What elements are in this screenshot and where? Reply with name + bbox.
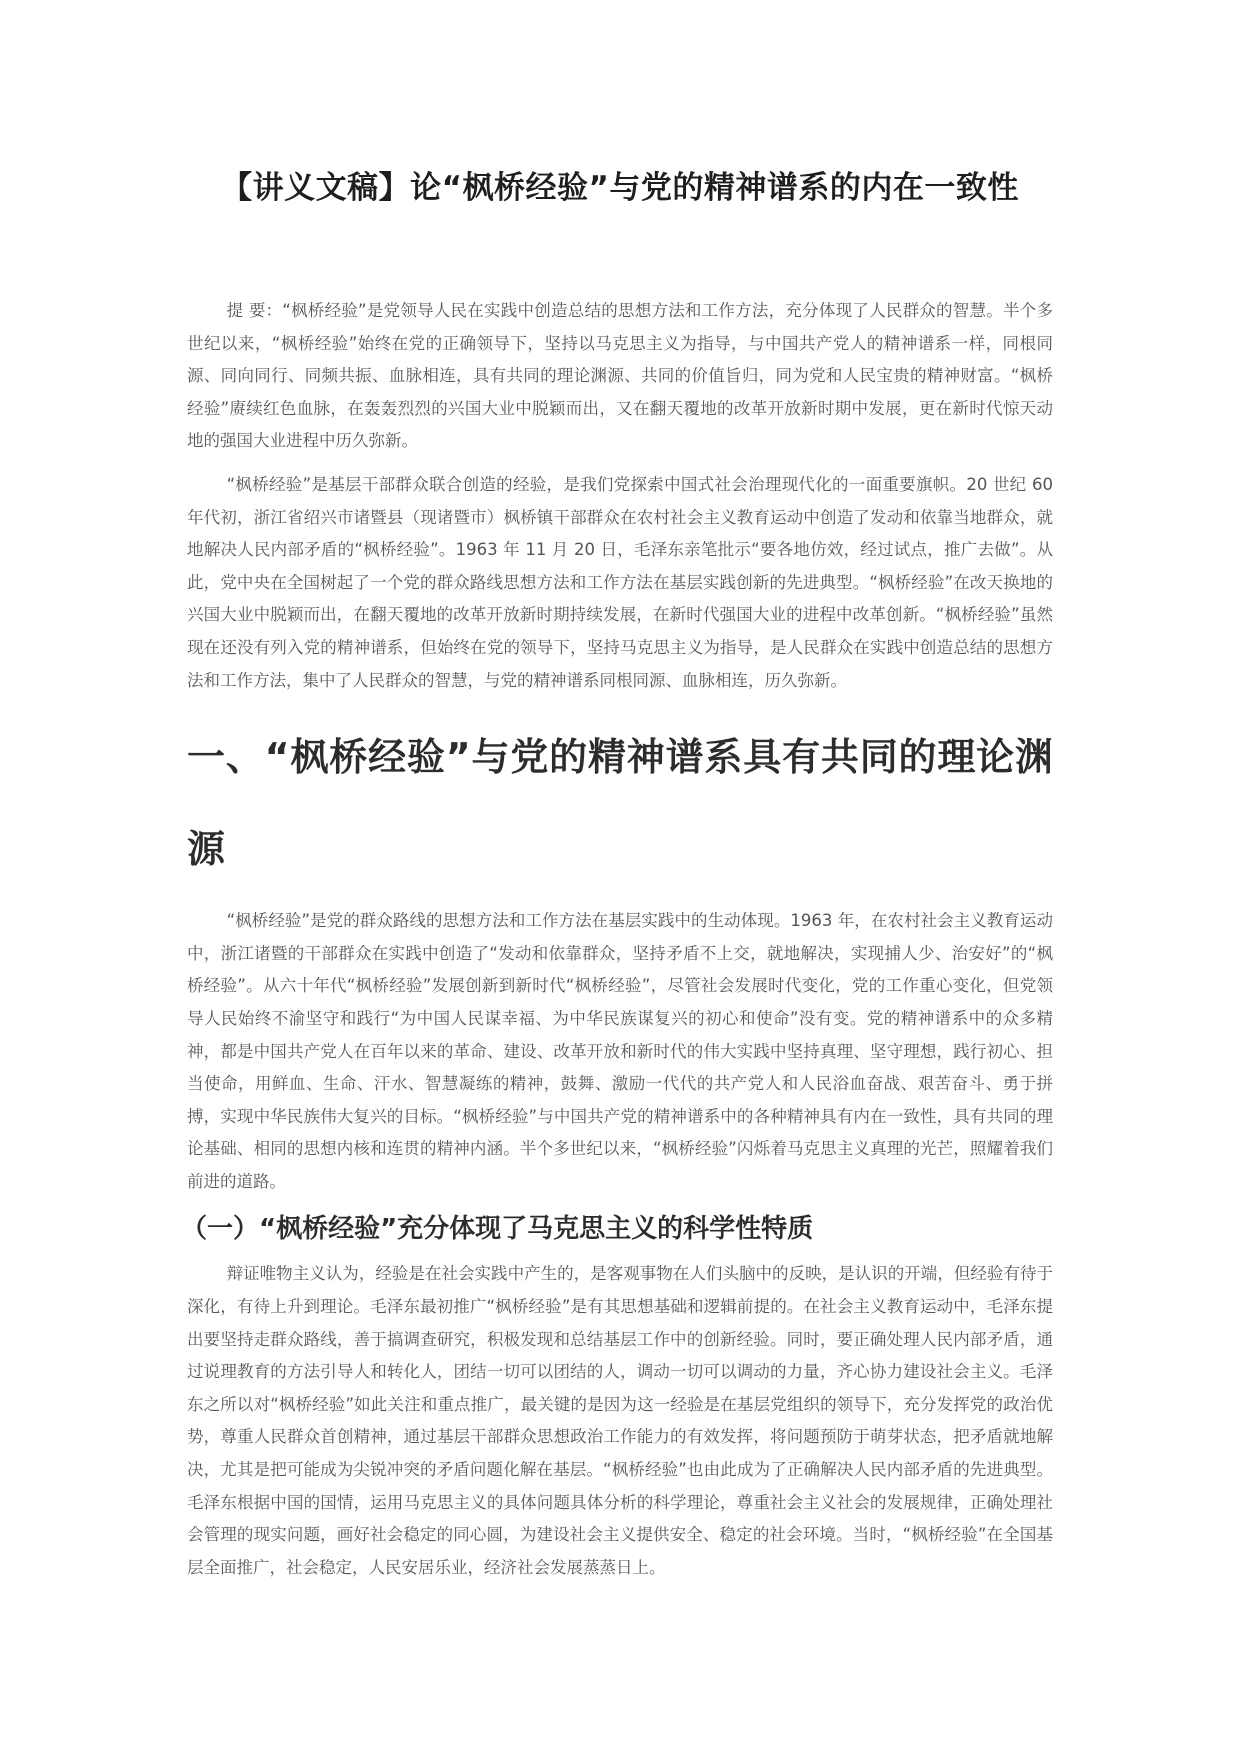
subsection-1-heading: （一）“枫桥经验”充分体现了马克思主义的科学性特质: [181, 1214, 814, 1245]
section-1-heading: 一、“枫桥经验”与党的精神谱系具有共同的理论渊源: [187, 735, 1053, 872]
subsection-1-paragraph: 辩证唯物主义认为，经验是在社会实践中产生的，是客观事物在人们头脑中的反映，是认识的开端，但经验有待于深化，有待上升到理论。毛泽东最初推广“枫桥经验”是有其思想基础和逻辑前提的。在社会主义教育运动中，毛泽东提出要坚持走群众路线，善于搞调查研究，积极发现和总结基层工作中的创新经验。同时，要正确处理人民内部矛盾，通过说理教育的方法引导人和转化人，团结一切可以团结的人，调动一切可以调动的力量，齐心协力建设社会主义。毛泽东之所以对“枫桥经验”如此关注和重点推广，最关键的是因为这一经验是在基层党组织的领导下，充分发挥党的政治优势，尊重人民群众首创精神，通过基层干部群众思想政治工作能力的有效发挥，将问题预防于萌芽状态，把矛盾就地解决，尤其是把可能成为尖锐冲突的矛盾问题化解在基层。“枫桥经验”也由此成为了正确解决人民内部矛盾的先进典型。毛泽东根据中国的国情，运用马克思主义的具体问题具体分析的科学理论，尊重社会主义社会的发展规律，正确处理社会管理的现实问题，画好社会稳定的同心圆，为建设社会主义提供安全、稳定的社会环境。当时，“枫桥经验”在全国基层全面推广，社会稳定，人民安居乐业，经济社会发展蒸蒸日上。: [187, 1264, 1053, 1577]
section-1-paragraph: “枫桥经验”是党的群众路线的思想方法和工作方法在基层实践中的生动体现。1963 年，在农村社会主义教育运动中，浙江诸暨的干部群众在实践中创造了“发动和依靠群众，坚持矛盾不上交，就地解决，实现捕人少、治安好”的“枫桥经验”。从六十年代“枫桥经验”发展创新到新时代“枫桥经验”，尽管社会发展时代变化，党的工作重心变化，但党领导人民始终不渝坚守和践行“为中国人民谋幸福、为中华民族谋复兴的初心和使命”没有变。党的精神谱系中的众多精神，都是中国共产党人在百年以来的革命、建设、改革开放和新时代的伟大实践中坚持真理、坚守理想，践行初心、担当使命，用鲜血、生命、汗水、智慧凝练的精神，鼓舞、激励一代代的共产党人和人民浴血奋战、艰苦奋斗、勇于拼搏，实现中华民族伟大复兴的目标。“枫桥经验”与中国共产党的精神谱系中的各种精神具有内在一致性，具有共同的理论基础、相同的思想内核和连贯的精神内涵。半个多世纪以来，“枫桥经验”闪烁着马克思主义真理的光芒，照耀着我们前进的道路。: [187, 911, 1053, 1191]
document-title: 【讲义文稿】论“枫桥经验”与党的精神谱系的内在一致性: [221, 170, 1019, 206]
intro-paragraph: “枫桥经验”是基层干部群众联合创造的经验，是我们党探索中国式社会治理现代化的一面重要旗帜。20 世纪 60 年代初，浙江省绍兴市诸暨县（现诸暨市）枫桥镇干部群众在农村社会主义教育运动中创造了发动和依靠当地群众，就地解决人民内部矛盾的“枫桥经验”。1963 年 11 月 20 日，毛泽东亲笔批示“要各地仿效，经过试点，推广去做”。从此，党中央在全国树起了一个党的群众路线思想方法和工作方法在基层实践创新的先进典型。“枫桥经验”在改天换地的兴国大业中脱颖而出，在翻天覆地的改革开放新时期持续发展，在新时代强国大业的进程中改革创新。“枫桥经验”虽然现在还没有列入党的精神谱系，但始终在党的领导下，坚持马克思主义为指导，是人民群众在实践中创造总结的思想方法和工作方法，集中了人民群众的智慧，与党的精神谱系同根同源、血脉相连，历久弥新。: [187, 474, 1053, 690]
document-page: [181, 168, 1053, 1584]
abstract-paragraph: 提 要：“枫桥经验”是党领导人民在实践中创造总结的思想方法和工作方法，充分体现了人民群众的智慧。半个多世纪以来，“枫桥经验”始终在党的正确领导下，坚持以马克思主义为指导，与中国共产党人的精神谱系一样，同根同源、同向同行、同频共振、血脉相连，具有共同的理论渊源、共同的价值旨归，同为党和人民宝贵的精神财富。“枫桥经验”赓续红色血脉，在轰轰烈烈的兴国大业中脱颖而出，又在翻天覆地的改革开放新时期中发展，更在新时代惊天动地的强国大业进程中历久弥新。: [187, 301, 1053, 451]
